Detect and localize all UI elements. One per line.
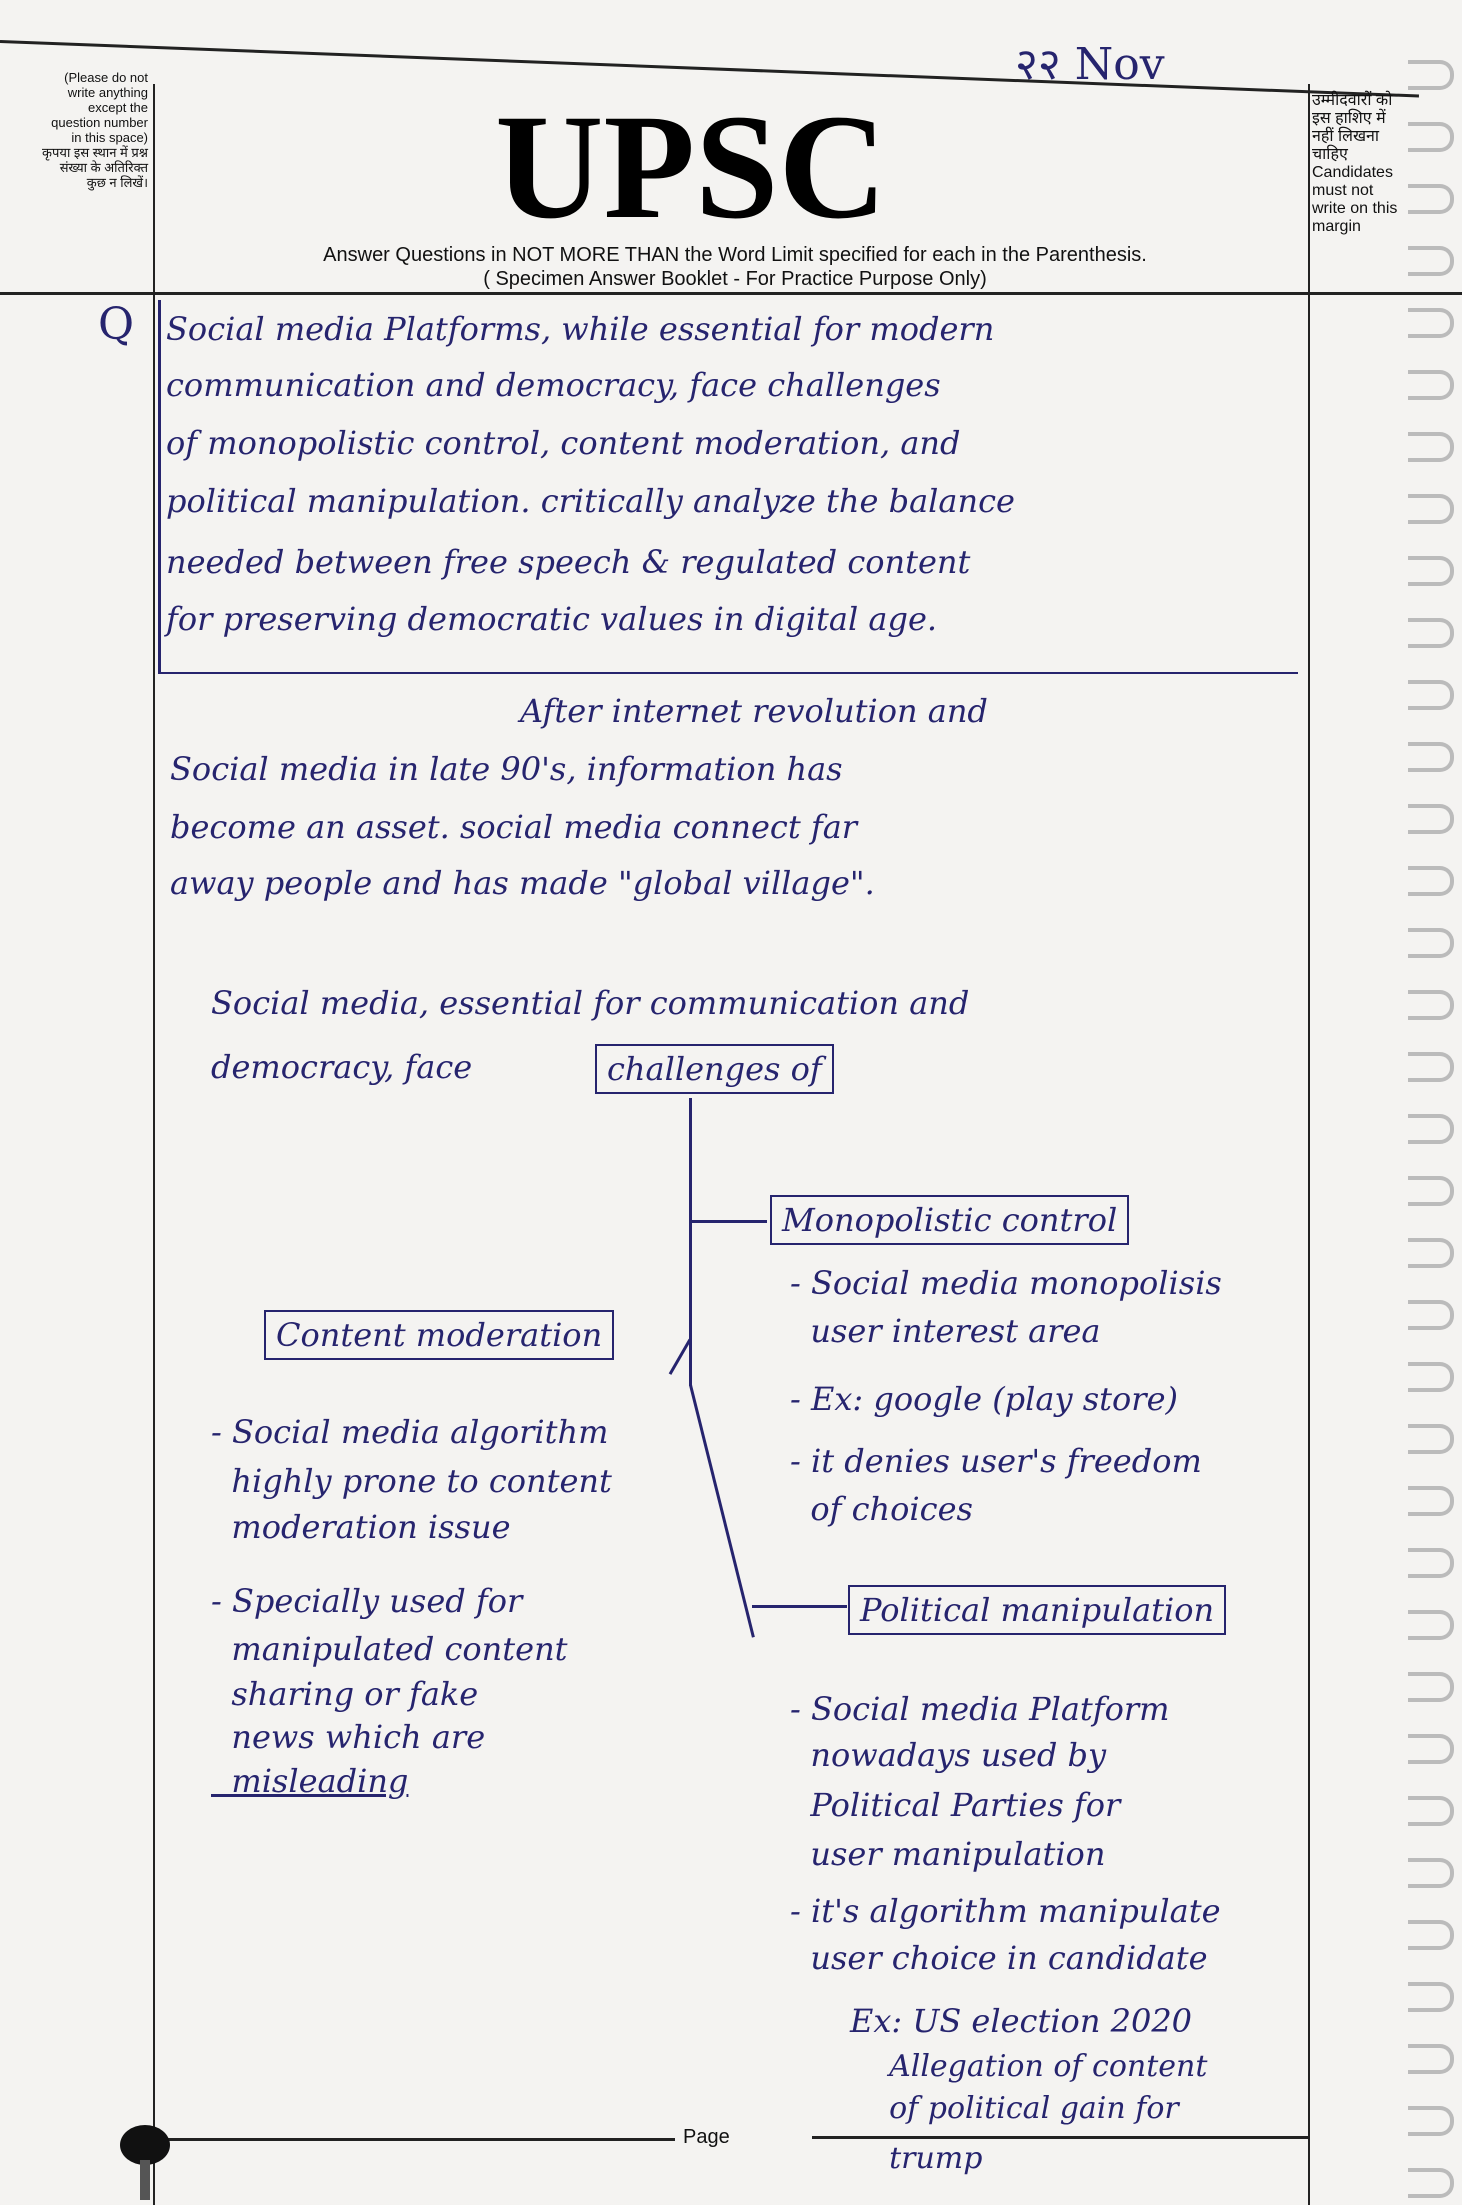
- page-title: UPSC: [495, 84, 887, 250]
- specimen-note: ( Specimen Answer Booklet - For Practice Purpose Only): [483, 268, 987, 290]
- branch-point: - Ex: google (play store): [790, 1380, 1178, 1418]
- left-margin-line: [153, 84, 155, 2205]
- question-line: Social media Platforms, while essential for modern: [166, 310, 995, 348]
- branch-point: - Social media algorithm: [211, 1413, 609, 1451]
- branch-point: - it denies user's freedom: [790, 1442, 1202, 1480]
- left-margin-note: (Please do not write anything except the question number in this space) कृपया इस स्थान में प्रश्न संख्या के अतिरिक्त कुछ न लिखें।: [42, 70, 148, 190]
- branch-point: trump: [870, 2141, 983, 2176]
- branch-point: nowadays used by: [790, 1736, 1107, 1774]
- branch-point: - Specially used for: [211, 1582, 523, 1620]
- branch-point: news which are: [211, 1718, 486, 1756]
- tree-trunk-icon: [140, 2160, 150, 2200]
- branch-box-monopolistic: Monopolistic control: [770, 1195, 1129, 1245]
- branch-point: user manipulation: [790, 1835, 1106, 1873]
- branch-point: of political gain for: [870, 2091, 1179, 2126]
- branch-point: manipulated content: [211, 1630, 568, 1668]
- branch-point: Allegation of content: [870, 2049, 1208, 2084]
- date: २२ Nov: [1015, 39, 1165, 90]
- branch-point: sharing or fake: [211, 1675, 479, 1713]
- diagram-lead: democracy, face: [211, 1048, 473, 1086]
- branch-box-content-moderation: Content moderation: [264, 1310, 614, 1360]
- branch-point: - Social media monopolisis: [790, 1264, 1222, 1302]
- root-box: challenges of: [595, 1044, 834, 1094]
- footer-line-left: [155, 2138, 675, 2141]
- header-divider: [0, 292, 1462, 295]
- footer-line-right: [812, 2136, 1308, 2139]
- branch-point: Ex: US election 2020: [850, 2002, 1193, 2040]
- page-label: Page: [683, 2126, 730, 2148]
- branch-point: moderation issue: [211, 1508, 511, 1546]
- tree-logo-icon: [120, 2125, 170, 2165]
- intro-line: Social media in late 90's, information has: [170, 750, 843, 788]
- branch-point: misleading: [211, 1762, 409, 1800]
- question-label: Q: [98, 299, 135, 350]
- branch-box-political-manipulation: Political manipulation: [848, 1585, 1226, 1635]
- branch-point: - Social media Platform: [790, 1690, 1170, 1728]
- question-line: needed between free speech & regulated content: [166, 543, 971, 581]
- connector-monopolistic: [689, 1220, 767, 1223]
- branch-point: - it's algorithm manipulate: [790, 1892, 1221, 1930]
- instruction-text: Answer Questions in NOT MORE THAN the Word Limit specified for each in the Parenthesis.: [323, 244, 1147, 266]
- right-margin-note: उम्मीदवारों को इस हाशिए में नहीं लिखना चाहिए Candidates must not write on this margin: [1312, 92, 1398, 235]
- intro-line: become an asset. social media connect far: [170, 808, 858, 846]
- branch-point: user interest area: [790, 1312, 1101, 1350]
- question-bracket: [158, 300, 161, 672]
- intro-line: away people and has made "global village".: [170, 864, 875, 902]
- question-line: communication and democracy, face challenges: [166, 366, 941, 404]
- connector-political-diag: [689, 1385, 755, 1638]
- right-margin-line: [1308, 84, 1310, 2205]
- diagram-lead: Social media, essential for communication and: [211, 984, 970, 1022]
- connector-political: [752, 1605, 847, 1608]
- question-underline: [158, 672, 1298, 674]
- question-line: of monopolistic control, content moderation, and: [166, 424, 961, 462]
- question-line: political manipulation. critically analyze the balance: [166, 482, 1015, 520]
- branch-point: highly prone to content: [211, 1462, 612, 1500]
- branch-point: user choice in candidate: [790, 1939, 1208, 1977]
- question-line: for preserving democratic values in digital age.: [166, 600, 938, 638]
- intro-line: After internet revolution and: [520, 692, 988, 730]
- branch-point: Political Parties for: [790, 1786, 1121, 1824]
- branch-point: of choices: [790, 1490, 973, 1528]
- connector-content: [669, 1339, 692, 1375]
